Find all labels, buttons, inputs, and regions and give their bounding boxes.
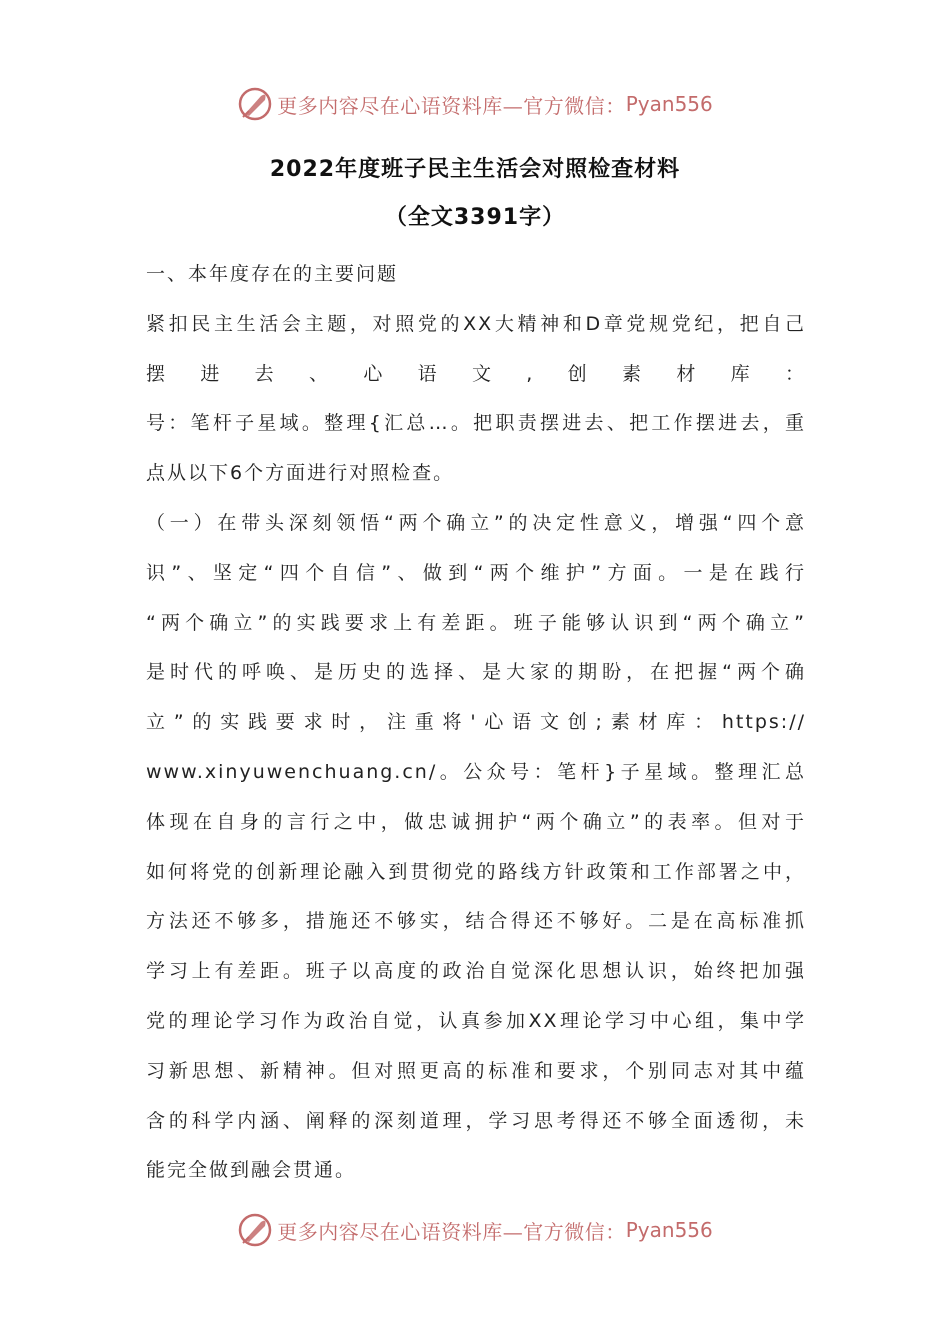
- watermark-text: 更多内容尽在心语资料库—官方微信：: [277, 1219, 626, 1244]
- document-subtitle: （全文3391字）: [384, 205, 566, 230]
- body-line: 立”的实践要求时，注重将'心语文创;素材库：https://: [146, 711, 806, 734]
- body-line: 含的科学内涵、阐释的深刻道理，学习思考得还不够全面透彻，未: [146, 1109, 806, 1132]
- body-line: 如何将党的创新理论融入到贯彻党的路线方针政策和工作部署之中，: [146, 860, 806, 883]
- document-body: [146, 250, 806, 1196]
- body-line: 习新思想、新精神。但对照更高的标准和要求，个别同志对其中蕴: [146, 1059, 806, 1082]
- body-line: 识”、坚定“四个自信”、做到“两个维护”方面。一是在践行: [146, 561, 806, 584]
- body-line: www.xinyuwenchuang.cn/。公众号：笔杆}子星域。整理汇总: [146, 760, 806, 783]
- quill-pen-icon: [237, 86, 273, 122]
- quill-pen-icon: [237, 1212, 273, 1248]
- section-heading: 一、本年度存在的主要问题: [146, 263, 399, 285]
- body-line: 摆进去、心语文,创素材库：: [146, 362, 806, 385]
- watermark-wechat-id: Pyan556: [625, 1218, 713, 1242]
- watermark-wechat-id: Pyan556: [625, 92, 713, 116]
- body-line: 体现在自身的言行之中，做忠诚拥护“两个确立”的表率。但对于: [146, 810, 806, 833]
- body-line: “两个确立”的实践要求上有差距。班子能够认识到“两个确立”: [146, 611, 806, 634]
- body-line: 紧扣民主生活会主题，对照党的XX大精神和D章党规党纪，把自己: [146, 312, 806, 335]
- document-title: 2022年度班子民主生活会对照检查材料: [269, 157, 681, 182]
- body-line: 点从以下6个方面进行对照检查。: [146, 462, 455, 485]
- watermark-text: 更多内容尽在心语资料库—官方微信：: [277, 93, 626, 118]
- watermark-banner-bottom: [0, 1208, 950, 1252]
- body-line: 是时代的呼唤、是历史的选择、是大家的期盼，在把握“两个确: [146, 661, 806, 684]
- body-line: 方法还不够多，措施还不够实，结合得还不够好。二是在高标准抓: [146, 910, 806, 933]
- body-line: 能完全做到融会贯通。: [146, 1159, 357, 1182]
- body-line: （一）在带头深刻领悟“两个确立”的决定性意义，增强“四个意: [146, 511, 806, 534]
- watermark-banner-top: [0, 82, 950, 126]
- body-line: 党的理论学习作为政治自觉，认真参加XX理论学习中心组，集中学: [146, 1009, 806, 1032]
- body-line: 号：笔杆子星域。整理{汇总…。把职责摆进去、把工作摆进去，重: [146, 412, 806, 435]
- body-line: 学习上有差距。班子以高度的政治自觉深化思想认识，始终把加强: [146, 960, 806, 983]
